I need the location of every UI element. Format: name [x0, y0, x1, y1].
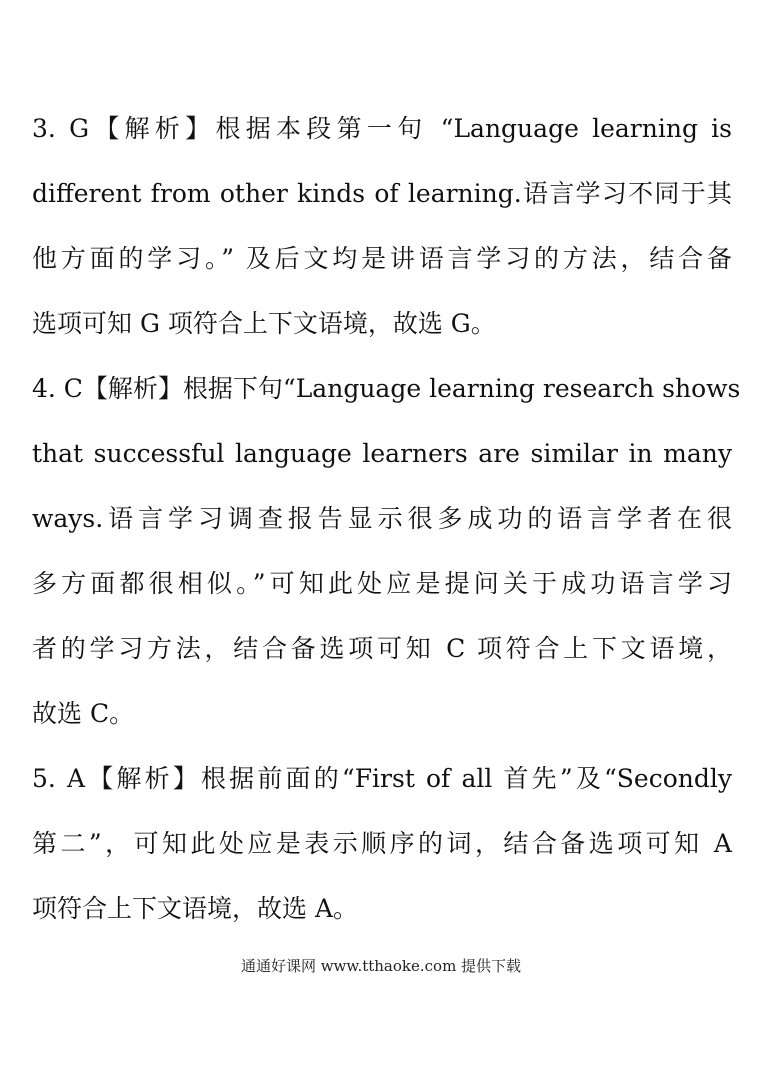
answer-explanations: [32, 96, 741, 941]
text-line: 3. G【解析】根据本段第一句 “Language learning is: [32, 114, 732, 143]
text-line: 他方面的学习。” 及后文均是讲语言学习的方法，结合备: [32, 244, 732, 273]
text-line: 第二”，可知此处应是表示顺序的词，结合备选项可知 A: [32, 829, 732, 858]
text-line: ways.语言学习调查报告显示很多成功的语言学者在很: [32, 504, 732, 533]
text-line: that successful language learners are similar in many: [32, 439, 732, 468]
answer-4: [32, 356, 741, 746]
answer-3: [32, 96, 732, 356]
text-line: 故选 C。: [32, 699, 135, 728]
text-line: 4. C【解析】根据下句“Language learning research shows: [32, 374, 741, 403]
footer-source: 通通好课网 www.tthaoke.com 提供下载: [240, 957, 522, 975]
text-line: 5. A【解析】根据前面的“First of all 首先”及“Secondly: [32, 764, 732, 793]
text-line: 者的学习方法，结合备选项可知 C 项符合上下文语境，: [32, 634, 732, 663]
answer-5: [32, 746, 732, 941]
text-line: different from other kinds of learning.语言学习不同于其: [32, 179, 732, 208]
text-line: 选项可知 G 项符合上下文语境，故选 G。: [32, 309, 496, 338]
text-line: 多方面都很相似。”可知此处应是提问关于成功语言学习: [32, 569, 732, 598]
text-line: 项符合上下文语境，故选 A。: [32, 894, 359, 923]
